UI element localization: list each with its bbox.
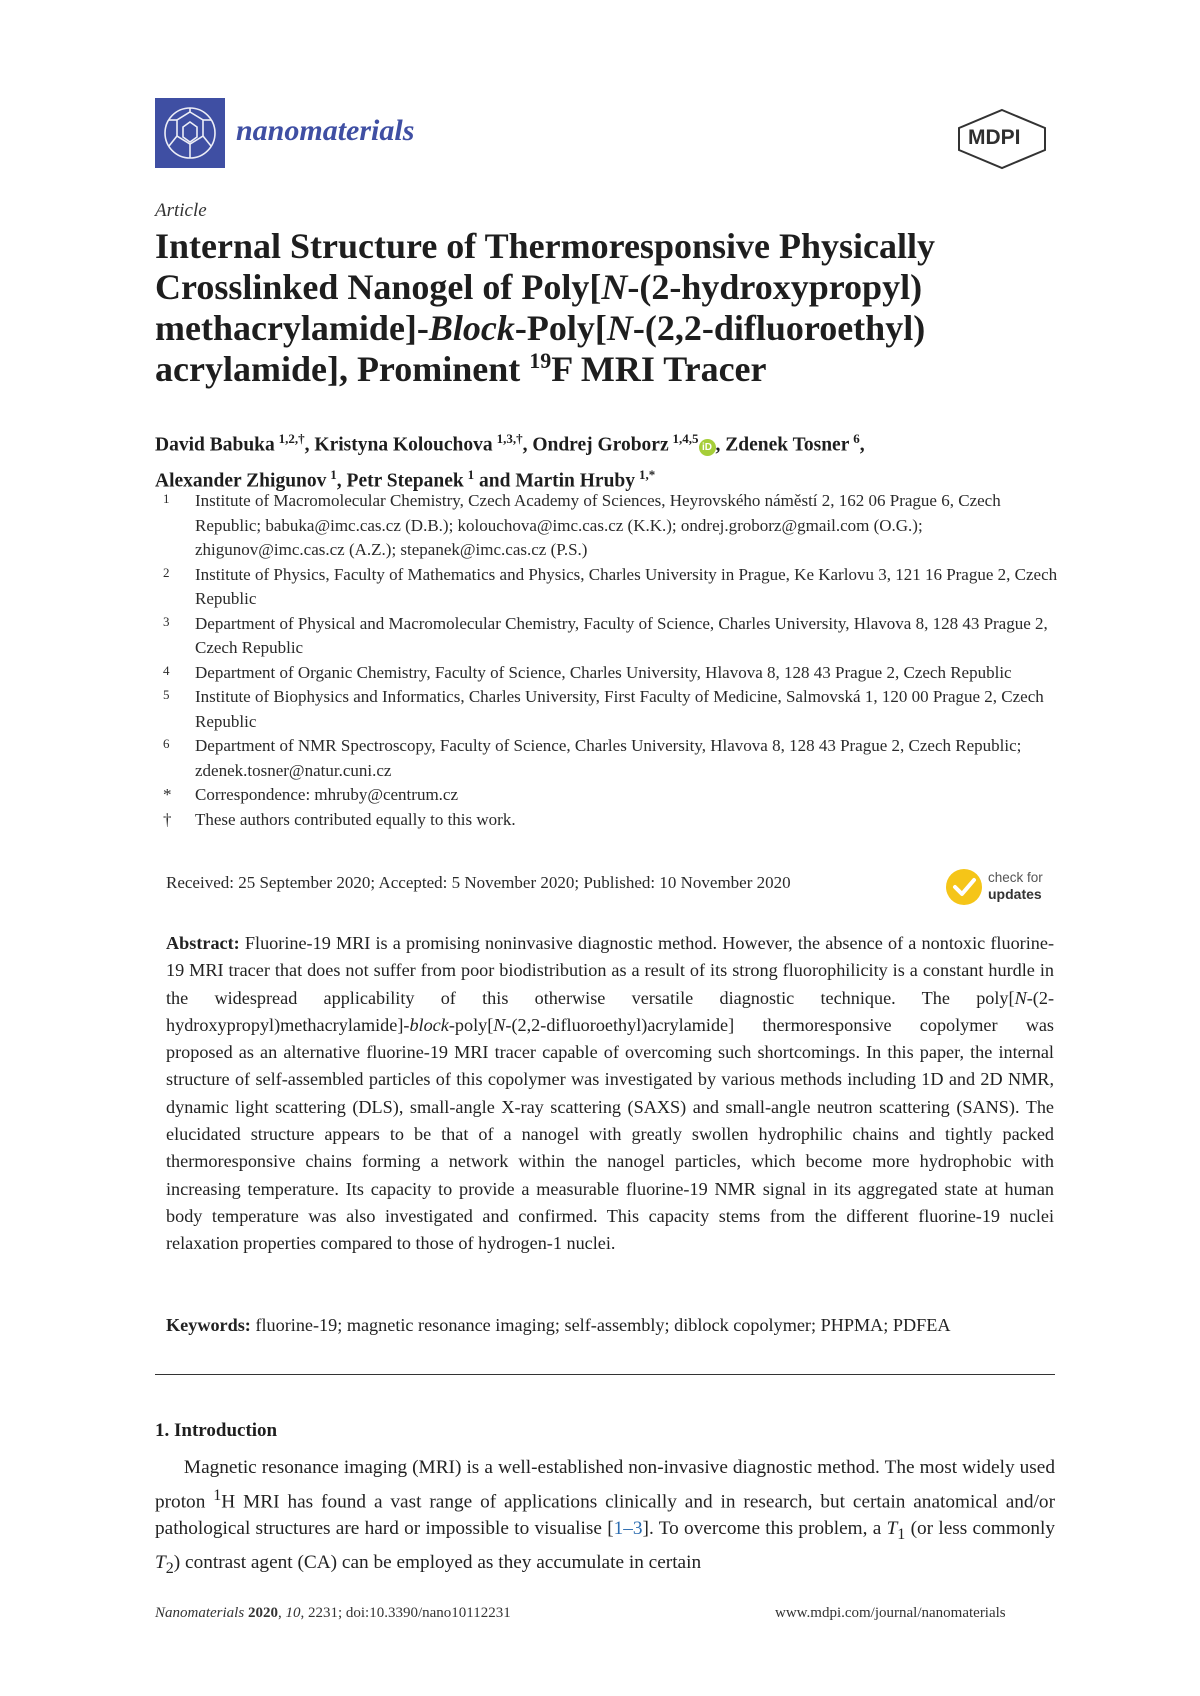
section-divider — [155, 1374, 1055, 1375]
check-updates-icon — [946, 869, 982, 905]
author-name[interactable]: Alexander Zhigunov — [155, 470, 327, 491]
article-type: Article — [155, 200, 207, 221]
citation-link[interactable]: 1 — [613, 1518, 624, 1540]
section-heading: 1. Introduction — [155, 1420, 278, 1441]
orcid-icon[interactable]: iD — [699, 439, 716, 456]
author-name[interactable]: Ondrej Groborz — [532, 434, 669, 456]
check-for-updates-badge[interactable] — [946, 869, 1066, 909]
affiliation-list — [163, 489, 1063, 832]
author-list: David Babuka $^{1,2,\dagger}$, Kristyna Kolouchova $^{1,3,\dagger}$, Ondrej Groborz $^{1,4,5}$iD , Zdenek Tosner $^6$, Alexander Zhigunov $^1$, Petr Stepanek $^1$ and Martin Hruby $^{1,*}$ — [155, 431, 865, 491]
check-updates-label: check for — [988, 870, 1043, 885]
author-name[interactable]: Zdenek Tosner — [725, 434, 850, 456]
correspondence-note: * Correspondence: mhruby@centrum.cz — [163, 785, 459, 804]
affiliation-item: 1 Institute of Macromolecular Chemistry, Czech Academy of Sciences, Heyrovského náměstí 2, 162 06 Prague 6, Czech Republic; babuka@imc.cas.cz (D.B.); kolouchova@imc.cas.cz (K.K.); ondrej.groborz@gmail.com (O.G.); zhigunov@imc.cas.cz (A.Z.); stepanek@imc.cas.cz (P.S.) — [163, 491, 1001, 559]
publication-dates: Received: 25 September 2020; Accepted: 5 November 2020; Published: 10 November 2020 — [166, 873, 791, 892]
affiliation-item: 6 Department of NMR Spectroscopy, Faculty of Science, Charles University, Hlavova 8, 128 43 Prague 2, Czech Republic; zdenek.tosner@natur.cuni.cz — [163, 736, 1022, 780]
keywords-label: Keywords: — [166, 1315, 251, 1335]
author-name[interactable]: Petr Stepanek — [346, 470, 464, 491]
journal-logo-icon — [155, 98, 225, 168]
journal-name: nanomaterials — [236, 114, 415, 147]
affiliation-item: 5 Institute of Biophysics and Informatics, Charles University, First Faculty of Medicine, Salmovská 1, 120 00 Prague 2, Czech Republic — [163, 687, 1044, 731]
equal-contribution-note: † These authors contributed equally to this work. — [163, 809, 516, 829]
affiliation-item: 3 Department of Physical and Macromolecular Chemistry, Faculty of Science, Charles University, Hlavova 8, 128 43 Prague 2, Czech Republic — [163, 613, 1048, 657]
intro-paragraph: Magnetic resonance imaging (MRI) is a well-established non-invasive diagnostic method. The most widely used proton $^1$H MRI has found a vast range of applications clinically and in research, but certain anatomical and/or pathological structures are hard or impossible to visualise [1–3]. To overcome this problem, a $T_1$ (or less commonly $T_2$) contrast agent (CA) can be employed as they accumulate in certain — [155, 1457, 1055, 1577]
journal-url-link[interactable]: www.mdpi.com/journal/nanomaterials — [775, 1605, 1006, 1621]
author-name[interactable]: David Babuka — [155, 434, 275, 456]
article-title: Internal Structure of Thermoresponsive Physically Crosslinked Nanogel of Poly[N-(2-hydroxypropyl) methacrylamide]-Block-Poly[N-(2,2-difluoroethyl) acrylamide], Prominent $^{19}$F MRI Tracer — [155, 226, 935, 389]
abstract: Abstract: Fluorine-19 MRI is a promising noninvasive diagnostic method. However, the absence of a nontoxic fluorine-19 MRI tracer that does not suffer from poor biodistribution as a result of its strong fluorophilicity is a constant hurdle in the widespread applicability of this otherwise versatile diagnostic technique. The poly[N-(2-hydroxypropyl)methacrylamide]-block-poly[N-(2,2-difluoroethyl)acrylamide] thermoresponsive copolymer was proposed as an alternative fluorine-19 MRI tracer capable of overcoming such shortcomings. In this paper, the internal structure of self-assembled particles of this copolymer was investigated by various methods including 1D and 2D NMR, dynamic light scattering (DLS), small-angle X-ray scattering (SAXS) and small-angle neutron scattering (SANS). The elucidated structure appears to be that of a nanogel with greatly swollen hydrophilic chains and tightly packed thermoresponsive chains forming a network within the nanogel particles, which become more hydrophobic with increasing temperature. Its capacity to provide a measurable fluorine-19 NMR signal in its aggregated state at human body temperature was also investigated and confirmed. This capacity stems from the different fluorine-19 nuclei relaxation properties compared to those of hydrogen-1 nuclei. — [166, 933, 1054, 1254]
abstract-label: Abstract: — [166, 933, 240, 953]
author-name[interactable]: Martin Hruby — [515, 470, 636, 491]
citation-footer: Nanomaterials 2020, 10, 2231; doi:10.3390/nano10112231 — [155, 1605, 511, 1621]
mdpi-logo-text: MDPI — [968, 126, 1021, 149]
affiliation-item: 4 Department of Organic Chemistry, Faculty of Science, Charles University, Hlavova 8, 128 43 Prague 2, Czech Republic — [163, 662, 1012, 682]
author-name[interactable]: Kristyna Kolouchova — [314, 434, 493, 456]
affiliation-item: 2 Institute of Physics, Faculty of Mathematics and Physics, Charles University in Prague, Ke Karlovu 3, 121 16 Prague 2, Czech Republic — [163, 564, 1058, 608]
citation-link[interactable]: 3 — [632, 1518, 643, 1540]
check-updates-label-bold: updates — [988, 886, 1042, 902]
keywords: Keywords: fluorine-19; magnetic resonance imaging; self-assembly; diblock copolymer; PHPMA; PDFEA — [166, 1315, 951, 1335]
